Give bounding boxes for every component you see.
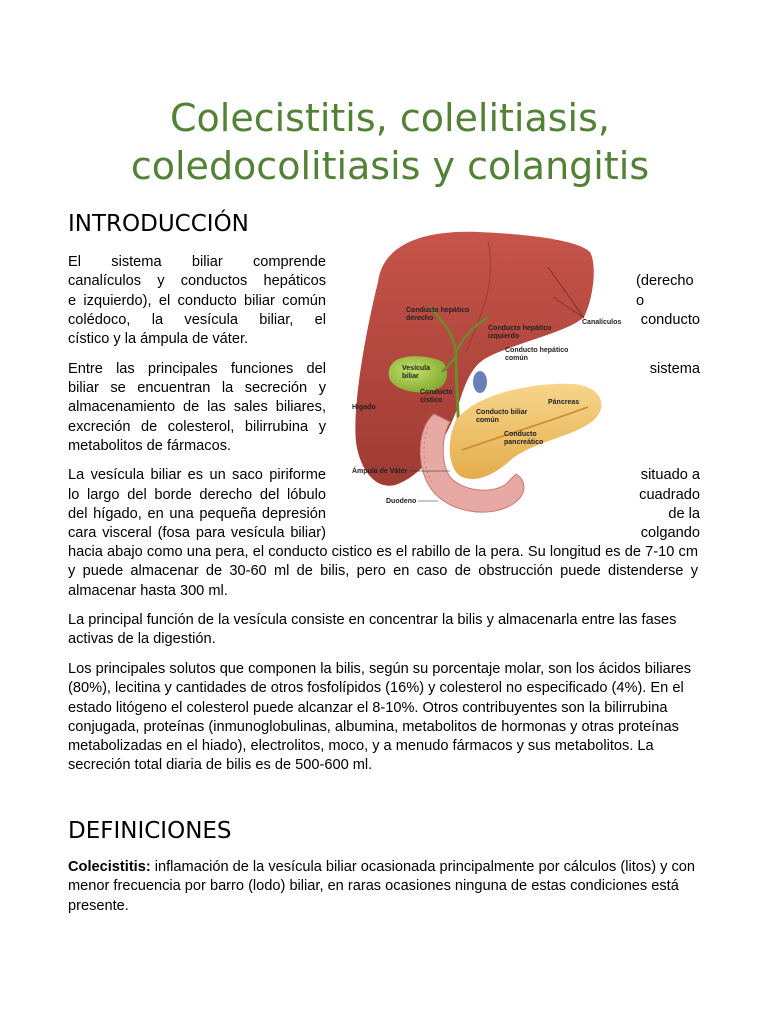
definiciones-heading: DEFINICIONES xyxy=(68,818,232,844)
intro-p2-line: Entre las principales funciones del xyxy=(68,361,326,377)
intro-p3-rest: hacia abajo como una pera, el conducto cistico es el rabillo de la pera. Su longitud es de 7-10 cm y puede almacenar de 30-60 ml de bilis, pero en caso de obstrucción puede distenderse y almacenar hasta 300 ml. xyxy=(68,544,698,599)
svg-text:Conducto hepático: Conducto hepático xyxy=(488,325,552,332)
definition-colecistitis xyxy=(68,858,698,916)
intro-p3-line: del hígado, en una pequeña depresión xyxy=(68,506,326,522)
intro-p1-right: (derecho xyxy=(636,273,694,289)
svg-text:derecho: derecho xyxy=(406,315,434,322)
intro-p3-line: cara visceral (fosa para vesícula biliar) xyxy=(68,525,326,541)
svg-text:cístico: cístico xyxy=(420,397,443,404)
svg-text:izquierdo: izquierdo xyxy=(488,333,520,340)
svg-text:común: común xyxy=(505,355,528,362)
intro-p2-right: sistema xyxy=(649,361,700,377)
intro-p3-right: situado a xyxy=(640,467,700,483)
svg-text:Conducto hepático: Conducto hepático xyxy=(505,347,569,354)
svg-text:Conducto biliar: Conducto biliar xyxy=(476,409,528,416)
intro-p2-line: metabolitos de fármacos. xyxy=(68,438,232,454)
intro-p1-line: canalículos y conductos hepáticos xyxy=(68,273,326,289)
definition-term: Colecistitis: xyxy=(68,859,151,875)
svg-text:pancreático: pancreático xyxy=(504,439,544,446)
svg-text:Ámpula de Váter: Ámpula de Váter xyxy=(352,468,408,475)
intro-heading: INTRODUCCIÓN xyxy=(68,211,249,237)
intro-p2-line: excreción de colesterol, bilirrubina y xyxy=(68,419,326,435)
definition-text: inflamación de la vesícula biliar ocasionada principalmente por cálculos (litos) y con menor frecuencia por barro (lodo) biliar, en raras ocasiones ninguna de estas condiciones está presente. xyxy=(68,859,696,914)
svg-text:Conducto hepático: Conducto hepático xyxy=(406,307,470,314)
intro-p4: La principal función de la vesícula consiste en concentrar la bilis y almacenarla entre las fases activas de la digestión. xyxy=(68,612,677,648)
intro-p3-line: lo largo del borde derecho del lóbulo xyxy=(68,487,326,503)
intro-p2-line: biliar se encuentran la secreción y xyxy=(68,380,326,396)
title-line-2: coledocolitiasis y colangitis xyxy=(130,144,650,188)
intro-p1-line: e izquierdo), el conducto biliar común xyxy=(68,293,326,309)
intro-p1-line: colédoco, la vesícula biliar, el xyxy=(68,312,326,328)
intro-p1-right: conducto xyxy=(640,312,700,328)
svg-text:biliar: biliar xyxy=(402,373,419,380)
intro-p1-line: cístico y la ámpula de váter. xyxy=(68,331,249,347)
intro-p3-line: La vesícula biliar es un saco piriforme xyxy=(68,467,326,483)
page-title xyxy=(60,94,720,190)
svg-text:Vesícula: Vesícula xyxy=(402,365,431,372)
biliary-anatomy-illustration xyxy=(338,222,626,532)
svg-text:Conducto: Conducto xyxy=(504,431,537,438)
svg-text:común: común xyxy=(476,417,499,424)
svg-text:Conducto: Conducto xyxy=(420,389,453,396)
intro-p3-right: cuadrado xyxy=(639,487,700,503)
intro-p1-line: El sistema biliar comprende xyxy=(68,254,326,270)
svg-text:Hígado: Hígado xyxy=(352,404,376,411)
svg-text:Páncreas: Páncreas xyxy=(548,399,580,406)
biliary-anatomy-figure xyxy=(338,222,626,532)
intro-p2-line: almacenamiento de las sales biliares, xyxy=(68,399,326,415)
intro-p3-right: de la xyxy=(668,506,700,522)
svg-text:Duodeno: Duodeno xyxy=(386,498,417,505)
title-line-1: Colecistitis, colelitiasis, xyxy=(169,96,610,140)
intro-p5: Los principales solutos que componen la bilis, según su porcentaje molar, son los ácidos biliares (80%), lecitina y cantidades de otros fosfolípidos (16%) y colesterol no especificado (4%). En el estado litógeno el colesterol puede alcanzar el 8-10%. Otros contribuyentes son la bilirrubina conjugada, proteínas (inmunoglobulinas, albumina, metabolitos de hormonas y otras proteínas metabolizadas en el hiado), electrolitos, moco, y a menudo fármacos y sus metabolitos. La secreción total diaria de bilis es de 500-600 ml. xyxy=(68,661,692,774)
intro-p3-right: colgando xyxy=(640,525,700,541)
intro-p1-right: o xyxy=(636,293,645,309)
svg-text:Canalículos: Canalículos xyxy=(582,319,622,326)
